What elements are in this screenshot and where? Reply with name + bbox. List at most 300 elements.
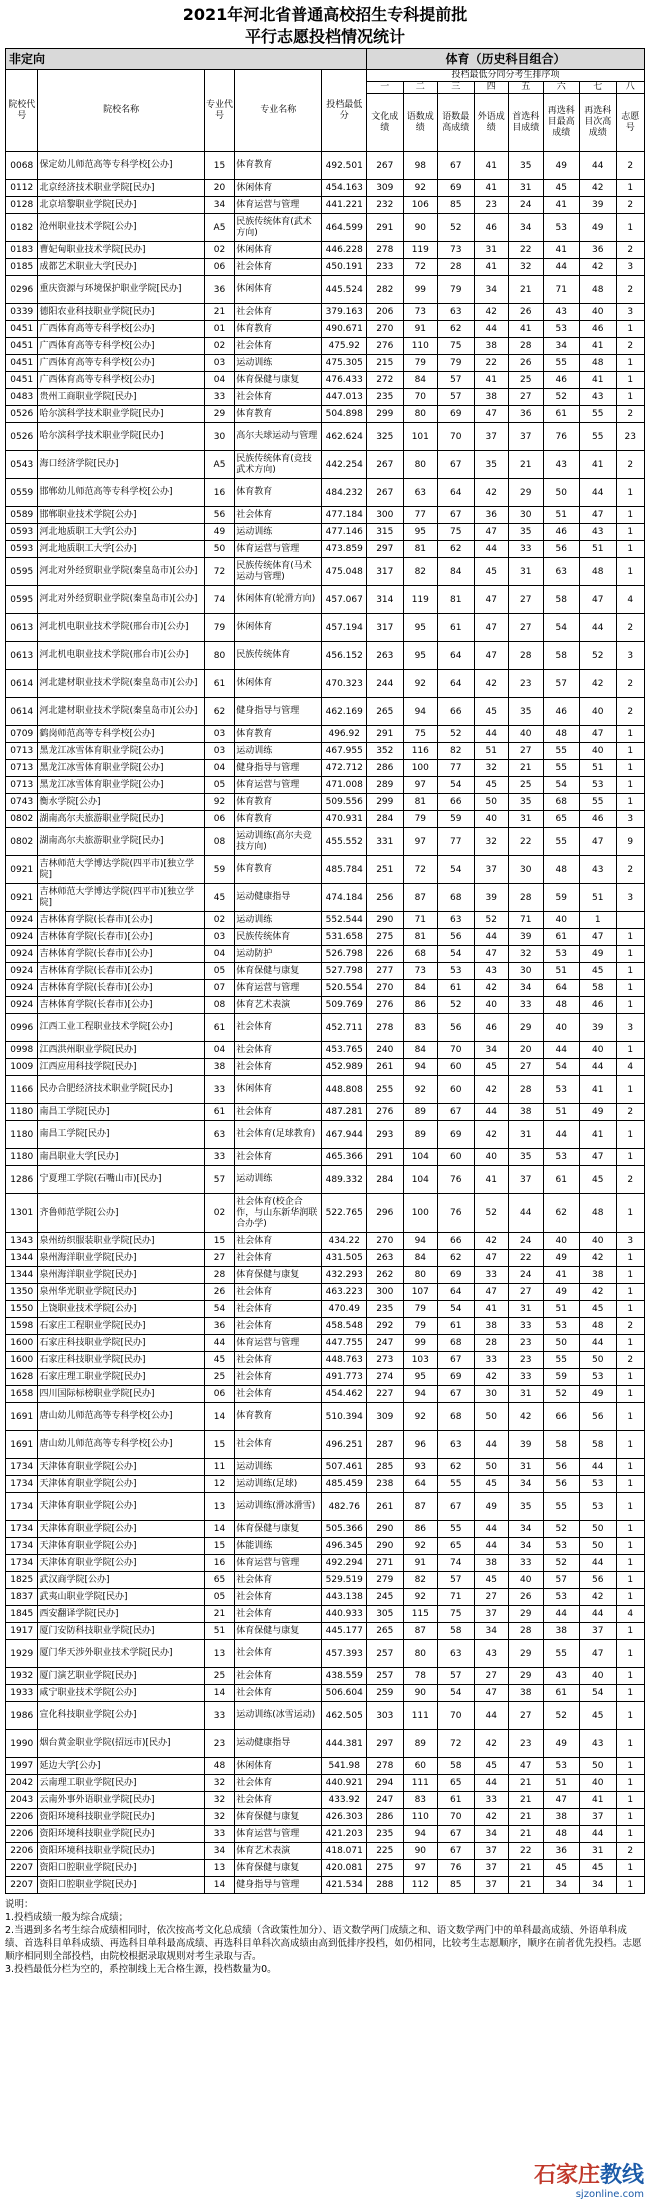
cell-rank-2: 84 — [403, 1250, 437, 1267]
cell-rank-4: 38 — [474, 1318, 508, 1335]
cell-rank-6: 61 — [543, 1685, 580, 1702]
cell-min-score: 506.604 — [322, 1685, 367, 1702]
cell-major-code: 38 — [204, 1059, 234, 1076]
cell-major: 社会体育 — [235, 1572, 322, 1589]
cell-min-score: 438.559 — [322, 1668, 367, 1685]
cell-major: 运动训练 — [235, 1166, 322, 1194]
cell-major: 运动训练 — [235, 524, 322, 541]
cell-rank-3: 76 — [438, 1194, 475, 1233]
cell-rank-5: 32 — [509, 946, 543, 963]
cell-rank-6: 65 — [543, 811, 580, 828]
cell-major-code: 32 — [204, 1792, 234, 1809]
cell-rank-5: 29 — [509, 1640, 543, 1668]
cell-rank-5: 27 — [509, 614, 543, 642]
cell-rank-1: 284 — [367, 811, 404, 828]
cell-code: 0713 — [6, 760, 38, 777]
cell-rank-1: 263 — [367, 1250, 404, 1267]
cell-rank-5: 26 — [509, 1589, 543, 1606]
table-row — [6, 1668, 645, 1685]
cell-rank-7: 48 — [580, 1318, 617, 1335]
table-row — [6, 586, 645, 614]
cell-rank-7: 47 — [580, 1149, 617, 1166]
cell-rank-5: 23 — [509, 670, 543, 698]
cell-rank-7: 55 — [580, 794, 617, 811]
cell-school: 吉林师范大学博达学院(四平市)[独立学院] — [38, 884, 204, 912]
cell-code: 0593 — [6, 524, 38, 541]
cell-code: 0183 — [6, 242, 38, 259]
cell-rank-3: 70 — [438, 1809, 475, 1826]
cell-rank-4: 44 — [474, 1104, 508, 1121]
cell-rank-8: 1 — [616, 1623, 645, 1640]
cell-rank-6: 58 — [543, 642, 580, 670]
cell-major: 运动健康指导 — [235, 884, 322, 912]
header-tiebreak-7: 再选科目次高成绩 — [580, 94, 617, 152]
header-rank-8: 八 — [616, 82, 645, 94]
cell-rank-7: 50 — [580, 1352, 617, 1369]
cell-rank-3: 62 — [438, 1459, 475, 1476]
cell-rank-1: 261 — [367, 1059, 404, 1076]
cell-major-code: 32 — [204, 1809, 234, 1826]
cell-rank-8: 1 — [616, 1459, 645, 1476]
cell-rank-3: 84 — [438, 558, 475, 586]
cell-rank-8: 1 — [616, 180, 645, 197]
cell-code: 1350 — [6, 1284, 38, 1301]
cell-rank-4: 37 — [474, 856, 508, 884]
header-tiebreak-5: 首选科目成绩 — [509, 94, 543, 152]
cell-rank-1: 297 — [367, 1730, 404, 1758]
cell-rank-6: 52 — [543, 1702, 580, 1730]
cell-rank-5: 31 — [509, 1301, 543, 1318]
cell-school: 吉林体育学院(长春市)[公办] — [38, 997, 204, 1014]
header-rank-2: 二 — [403, 82, 437, 94]
cell-school: 泉州华光职业学院[民办] — [38, 1284, 204, 1301]
note-line: 说明： — [5, 1899, 34, 1910]
cell-rank-3: 67 — [438, 1493, 475, 1521]
cell-school: 唐山幼儿师范高等专科学校[公办] — [38, 1431, 204, 1459]
cell-min-score: 507.461 — [322, 1459, 367, 1476]
cell-major-code: 13 — [204, 1640, 234, 1668]
cell-rank-7: 42 — [580, 1250, 617, 1267]
cell-rank-5: 30 — [509, 856, 543, 884]
cell-rank-6: 53 — [543, 1149, 580, 1166]
cell-rank-5: 21 — [509, 1775, 543, 1792]
cell-rank-5: 23 — [509, 1352, 543, 1369]
cell-rank-7: 42 — [580, 670, 617, 698]
cell-rank-4: 36 — [474, 507, 508, 524]
cell-rank-2: 78 — [403, 1668, 437, 1685]
cell-school: 河北建材职业技术学院(秦皇岛市)[公办] — [38, 670, 204, 698]
cell-rank-2: 94 — [403, 1059, 437, 1076]
cell-rank-6: 68 — [543, 794, 580, 811]
cell-rank-5: 30 — [509, 507, 543, 524]
cell-rank-6: 59 — [543, 1369, 580, 1386]
cell-rank-1: 352 — [367, 743, 404, 760]
cell-rank-3: 65 — [438, 1538, 475, 1555]
cell-rank-1: 291 — [367, 1149, 404, 1166]
cell-rank-1: 261 — [367, 1493, 404, 1521]
cell-rank-8: 1 — [616, 1775, 645, 1792]
cell-school: 吉林师范大学博达学院(四平市)[独立学院] — [38, 856, 204, 884]
cell-school: 吉林体育学院(长春市)[公办] — [38, 963, 204, 980]
cell-major: 社会体育 — [235, 1606, 322, 1623]
cell-rank-7: 44 — [580, 479, 617, 507]
cell-rank-1: 251 — [367, 856, 404, 884]
cell-rank-4: 41 — [474, 372, 508, 389]
cell-major-code: 02 — [204, 242, 234, 259]
cell-min-score: 462.505 — [322, 1702, 367, 1730]
cell-min-score: 462.624 — [322, 423, 367, 451]
cell-rank-2: 84 — [403, 980, 437, 997]
cell-rank-6: 57 — [543, 670, 580, 698]
cell-rank-5: 34 — [509, 980, 543, 997]
cell-school: 河北对外经贸职业学院(秦皇岛市)[公办] — [38, 586, 204, 614]
cell-min-score: 462.169 — [322, 698, 367, 726]
cell-rank-8: 1 — [616, 507, 645, 524]
cell-rank-8: 1 — [616, 946, 645, 963]
cell-rank-7: 52 — [580, 642, 617, 670]
table-row — [6, 698, 645, 726]
cell-rank-7: 47 — [580, 726, 617, 743]
cell-min-score: 440.933 — [322, 1606, 367, 1623]
cell-rank-4: 50 — [474, 1403, 508, 1431]
cell-rank-4: 52 — [474, 912, 508, 929]
cell-rank-1: 317 — [367, 558, 404, 586]
cell-rank-4: 32 — [474, 760, 508, 777]
cell-rank-4: 34 — [474, 1042, 508, 1059]
cell-min-score: 421.534 — [322, 1877, 367, 1894]
cell-rank-3: 76 — [438, 1166, 475, 1194]
cell-rank-4: 42 — [474, 479, 508, 507]
cell-rank-2: 92 — [403, 1403, 437, 1431]
cell-rank-6: 34 — [543, 1877, 580, 1894]
table-row — [6, 777, 645, 794]
cell-rank-5: 21 — [509, 1792, 543, 1809]
cell-rank-8: 3 — [616, 1233, 645, 1250]
cell-rank-2: 80 — [403, 406, 437, 423]
cell-school: 贵州工商职业学院[民办] — [38, 389, 204, 406]
cell-min-score: 441.221 — [322, 197, 367, 214]
cell-min-score: 448.763 — [322, 1352, 367, 1369]
cell-major: 社会体育 — [235, 1685, 322, 1702]
cell-rank-6: 44 — [543, 1042, 580, 1059]
cell-rank-1: 286 — [367, 760, 404, 777]
cell-rank-8: 1 — [616, 1792, 645, 1809]
cell-major: 休闲体育 — [235, 670, 322, 698]
cell-rank-1: 273 — [367, 1352, 404, 1369]
cell-rank-7: 46 — [580, 321, 617, 338]
cell-rank-8: 1 — [616, 479, 645, 507]
cell-rank-7: 45 — [580, 1301, 617, 1318]
header-rank-4: 四 — [474, 82, 508, 94]
cell-rank-1: 265 — [367, 698, 404, 726]
table-row — [6, 242, 645, 259]
cell-rank-8: 3 — [616, 811, 645, 828]
cell-rank-5: 40 — [509, 1572, 543, 1589]
cell-school: 广西体育高等专科学校[公办] — [38, 338, 204, 355]
cell-rank-3: 70 — [438, 1042, 475, 1059]
cell-rank-2: 63 — [403, 479, 437, 507]
cell-rank-4: 45 — [474, 698, 508, 726]
cell-min-score: 457.067 — [322, 586, 367, 614]
cell-major-code: 33 — [204, 1702, 234, 1730]
cell-code: 1343 — [6, 1233, 38, 1250]
cell-rank-4: 44 — [474, 1702, 508, 1730]
cell-rank-3: 77 — [438, 828, 475, 856]
cell-rank-3: 64 — [438, 642, 475, 670]
cell-code: 0595 — [6, 558, 38, 586]
cell-school: 湖南高尔夫旅游职业学院[民办] — [38, 811, 204, 828]
cell-rank-6: 56 — [543, 1476, 580, 1493]
cell-rank-8: 1 — [616, 321, 645, 338]
cell-rank-1: 276 — [367, 1104, 404, 1121]
cell-rank-8: 2 — [616, 856, 645, 884]
cell-rank-7: 40 — [580, 1233, 617, 1250]
cell-school: 广西体育高等专科学校[公办] — [38, 372, 204, 389]
cell-major-code: 45 — [204, 884, 234, 912]
cell-rank-1: 240 — [367, 1042, 404, 1059]
cell-school: 武汉商学院[公办] — [38, 1572, 204, 1589]
cell-school: 湖南高尔夫旅游职业学院[民办] — [38, 828, 204, 856]
cell-rank-4: 44 — [474, 726, 508, 743]
cell-rank-7: 44 — [580, 152, 617, 180]
cell-min-score: 475.305 — [322, 355, 367, 372]
cell-rank-7: 44 — [580, 1459, 617, 1476]
cell-major-code: 20 — [204, 180, 234, 197]
table-row — [6, 152, 645, 180]
cell-school: 吉林体育学院(长春市)[公办] — [38, 929, 204, 946]
cell-rank-2: 79 — [403, 1318, 437, 1335]
cell-rank-6: 41 — [543, 1267, 580, 1284]
cell-rank-3: 75 — [438, 524, 475, 541]
cell-code: 1691 — [6, 1403, 38, 1431]
cell-code: 1837 — [6, 1589, 38, 1606]
cell-code: 0613 — [6, 642, 38, 670]
cell-rank-3: 68 — [438, 1403, 475, 1431]
cell-min-score: 454.462 — [322, 1386, 367, 1403]
cell-min-score: 456.152 — [322, 642, 367, 670]
cell-code: 1845 — [6, 1606, 38, 1623]
cell-rank-5: 39 — [509, 1431, 543, 1459]
cell-rank-7: 45 — [580, 1166, 617, 1194]
cell-major: 健身指导与管理 — [235, 760, 322, 777]
cell-rank-1: 263 — [367, 642, 404, 670]
cell-rank-6: 53 — [543, 1538, 580, 1555]
cell-rank-6: 43 — [543, 304, 580, 321]
cell-rank-8: 1 — [616, 1121, 645, 1149]
cell-rank-7: 53 — [580, 1493, 617, 1521]
cell-rank-4: 33 — [474, 1352, 508, 1369]
cell-rank-5: 22 — [509, 1843, 543, 1860]
cell-rank-2: 97 — [403, 777, 437, 794]
cell-rank-5: 21 — [509, 1809, 543, 1826]
cell-rank-7: 53 — [580, 777, 617, 794]
cell-rank-5: 27 — [509, 1284, 543, 1301]
cell-rank-7: 40 — [580, 743, 617, 760]
cell-major-code: 12 — [204, 1476, 234, 1493]
cell-major-code: 05 — [204, 1589, 234, 1606]
cell-rank-3: 66 — [438, 698, 475, 726]
cell-rank-1: 247 — [367, 1792, 404, 1809]
cell-rank-4: 45 — [474, 1572, 508, 1589]
cell-major: 社会体育 — [235, 1104, 322, 1121]
cell-rank-3: 61 — [438, 1318, 475, 1335]
cell-rank-1: 303 — [367, 1702, 404, 1730]
cell-rank-7: 45 — [580, 963, 617, 980]
cell-major-code: 48 — [204, 1758, 234, 1775]
cell-school: 河北建材职业技术学院(秦皇岛市)[公办] — [38, 698, 204, 726]
cell-major: 民族传统体育 — [235, 929, 322, 946]
cell-rank-3: 55 — [438, 1521, 475, 1538]
cell-rank-1: 305 — [367, 1606, 404, 1623]
cell-rank-6: 55 — [543, 760, 580, 777]
cell-rank-7: 40 — [580, 304, 617, 321]
cell-major: 社会体育 — [235, 338, 322, 355]
cell-school: 重庆资源与环境保护职业学院[民办] — [38, 276, 204, 304]
cell-rank-1: 227 — [367, 1386, 404, 1403]
cell-rank-3: 62 — [438, 321, 475, 338]
cell-major: 体育保健与康复 — [235, 1860, 322, 1877]
cell-rank-7: 31 — [580, 1843, 617, 1860]
cell-major: 社会体育(校企合作，与山东新华润联合办学) — [235, 1194, 322, 1233]
cell-rank-3: 58 — [438, 1623, 475, 1640]
cell-major-code: 03 — [204, 929, 234, 946]
cell-school: 天津体育职业学院[公办] — [38, 1476, 204, 1493]
cell-rank-1: 232 — [367, 197, 404, 214]
cell-rank-7: 48 — [580, 276, 617, 304]
cell-rank-6: 64 — [543, 980, 580, 997]
cell-rank-6: 71 — [543, 276, 580, 304]
table-row — [6, 1685, 645, 1702]
cell-code: 1344 — [6, 1250, 38, 1267]
cell-rank-5: 31 — [509, 811, 543, 828]
cell-code: 1600 — [6, 1335, 38, 1352]
cell-rank-3: 68 — [438, 884, 475, 912]
cell-rank-1: 270 — [367, 1233, 404, 1250]
cell-rank-6: 38 — [543, 1809, 580, 1826]
cell-rank-6: 44 — [543, 1606, 580, 1623]
cell-rank-1: 331 — [367, 828, 404, 856]
cell-min-score: 482.76 — [322, 1493, 367, 1521]
cell-rank-2: 103 — [403, 1352, 437, 1369]
cell-rank-7: 47 — [580, 1640, 617, 1668]
band-right: 体育（历史科目组合） — [367, 49, 645, 70]
cell-school: 吉林体育学院(长春市)[公办] — [38, 946, 204, 963]
cell-code: 0802 — [6, 828, 38, 856]
cell-rank-1: 276 — [367, 997, 404, 1014]
cell-code: 1734 — [6, 1476, 38, 1493]
cell-rank-4: 44 — [474, 1775, 508, 1792]
table-row — [6, 1166, 645, 1194]
cell-rank-3: 75 — [438, 338, 475, 355]
cell-code: 0296 — [6, 276, 38, 304]
cell-min-score: 452.989 — [322, 1059, 367, 1076]
cell-rank-1: 225 — [367, 1843, 404, 1860]
cell-rank-8: 3 — [616, 1014, 645, 1042]
cell-major: 休闲体育 — [235, 1076, 322, 1104]
cell-rank-3: 75 — [438, 1606, 475, 1623]
cell-rank-8: 1 — [616, 1572, 645, 1589]
table-row — [6, 1318, 645, 1335]
cell-major-code: A5 — [204, 451, 234, 479]
cell-min-score: 471.008 — [322, 777, 367, 794]
cell-rank-6: 49 — [543, 152, 580, 180]
cell-min-score: 526.798 — [322, 946, 367, 963]
cell-rank-3: 59 — [438, 811, 475, 828]
cell-major: 社会体育 — [235, 1233, 322, 1250]
cell-major-code: 45 — [204, 1352, 234, 1369]
cell-rank-8: 1 — [616, 1267, 645, 1284]
cell-rank-1: 297 — [367, 541, 404, 558]
cell-rank-8: 1 — [616, 1301, 645, 1318]
cell-rank-3: 69 — [438, 1121, 475, 1149]
cell-school: 江西应用科技学院[民办] — [38, 1059, 204, 1076]
cell-min-score: 434.22 — [322, 1233, 367, 1250]
cell-code: 2043 — [6, 1792, 38, 1809]
cell-major: 健身指导与管理 — [235, 1877, 322, 1894]
cell-rank-2: 84 — [403, 372, 437, 389]
header-name: 院校名称 — [38, 70, 204, 152]
cell-rank-2: 97 — [403, 828, 437, 856]
cell-min-score: 467.944 — [322, 1121, 367, 1149]
cell-min-score: 465.366 — [322, 1149, 367, 1166]
cell-rank-8: 1 — [616, 929, 645, 946]
cell-min-score: 426.303 — [322, 1809, 367, 1826]
cell-rank-1: 277 — [367, 963, 404, 980]
table-row — [6, 1233, 645, 1250]
cell-rank-8: 1 — [616, 1521, 645, 1538]
cell-school: 沧州职业技术学院[公办] — [38, 214, 204, 242]
cell-rank-7: 56 — [580, 1403, 617, 1431]
cell-code: 0589 — [6, 507, 38, 524]
cell-code: 0339 — [6, 304, 38, 321]
cell-major: 体育教育 — [235, 811, 322, 828]
cell-rank-6: 50 — [543, 1335, 580, 1352]
band-left: 非定向 — [6, 49, 367, 70]
cell-rank-4: 27 — [474, 1589, 508, 1606]
table-row — [6, 1250, 645, 1267]
cell-rank-7: 1 — [580, 912, 617, 929]
cell-rank-7: 41 — [580, 1121, 617, 1149]
cell-code: 0614 — [6, 698, 38, 726]
cell-rank-3: 65 — [438, 1775, 475, 1792]
cell-rank-2: 73 — [403, 304, 437, 321]
cell-rank-7: 39 — [580, 197, 617, 214]
cell-rank-2: 80 — [403, 451, 437, 479]
cell-rank-8: 3 — [616, 304, 645, 321]
cell-school: 四川国际标榜职业学院[民办] — [38, 1386, 204, 1403]
cell-major: 体育运营与管理 — [235, 541, 322, 558]
cell-rank-7: 58 — [580, 1431, 617, 1459]
cell-rank-7: 53 — [580, 1369, 617, 1386]
cell-rank-7: 47 — [580, 828, 617, 856]
cell-rank-5: 29 — [509, 479, 543, 507]
cell-rank-6: 66 — [543, 1403, 580, 1431]
cell-min-score: 440.921 — [322, 1775, 367, 1792]
cell-rank-4: 42 — [474, 304, 508, 321]
cell-major: 社会体育 — [235, 1640, 322, 1668]
cell-major-code: 25 — [204, 1668, 234, 1685]
cell-rank-8: 1 — [616, 1149, 645, 1166]
cell-code: 0068 — [6, 152, 38, 180]
cell-rank-5: 27 — [509, 586, 543, 614]
table-row — [6, 1640, 645, 1668]
cell-rank-8: 1 — [616, 794, 645, 811]
cell-code: 2207 — [6, 1877, 38, 1894]
cell-min-score: 496.251 — [322, 1431, 367, 1459]
cell-major: 社会体育 — [235, 1775, 322, 1792]
cell-rank-7: 44 — [580, 1059, 617, 1076]
cell-rank-8: 9 — [616, 828, 645, 856]
